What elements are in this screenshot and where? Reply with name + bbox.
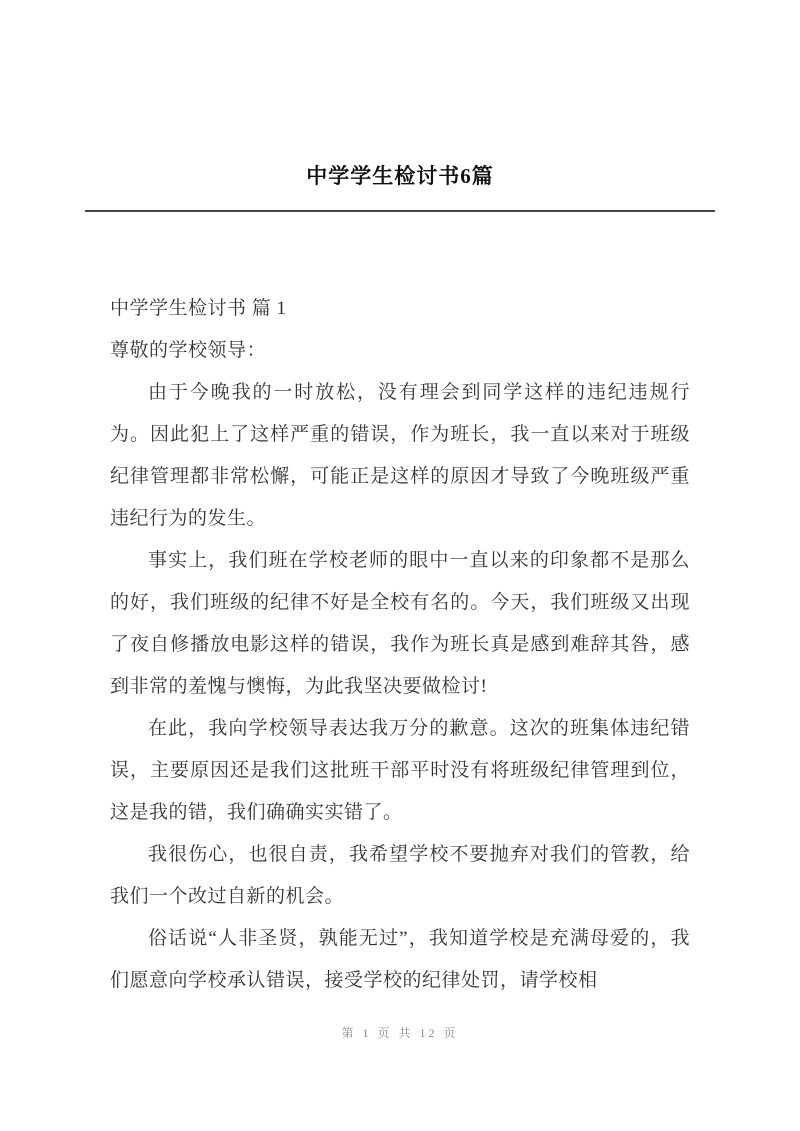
paragraph: 尊敬的学校领导：	[110, 340, 267, 361]
paragraph: 在此，我向学校领导表达我万分的歉意。这次的班集体违纪错误，主要原因还是我们这批班干部平时没有将班级纪律管理到位，这是我的错，我们确确实实错了。	[110, 718, 690, 823]
page-footer	[0, 1024, 800, 1041]
title-divider	[85, 210, 715, 212]
document-title: 中学学生检讨书6篇	[306, 164, 494, 188]
paragraph: 我很伤心，也很自责，我希望学校不要抛弃对我们的管教，给我们一个改过自新的机会。	[110, 844, 690, 907]
document-body	[110, 288, 690, 1002]
page-number-indicator: 第 1 页 共 12 页	[341, 1026, 459, 1040]
paragraph: 中学学生检讨书 篇 1	[110, 298, 287, 319]
paragraph: 由于今晚我的一时放松，没有理会到同学这样的违纪违规行为。因此犯上了这样严重的错误，作为班长，我一直以来对于班级纪律管理都非常松懈，可能正是这样的原因才导致了今晚班级严重违纪行为的发生。	[110, 382, 690, 529]
paragraph: 俗话说“人非圣贤，孰能无过”，我知道学校是充满母爱的，我们愿意向学校承认错误，接受学校的纪律处罚，请学校相	[110, 928, 690, 991]
paragraph: 事实上，我们班在学校老师的眼中一直以来的印象都不是那么的好，我们班级的纪律不好是全校有名的。今天，我们班级又出现了夜自修播放电影这样的错误，我作为班长真是感到难辞其咎，感到非常的羞愧与懊悔，为此我坚决要做检讨!	[110, 550, 690, 697]
